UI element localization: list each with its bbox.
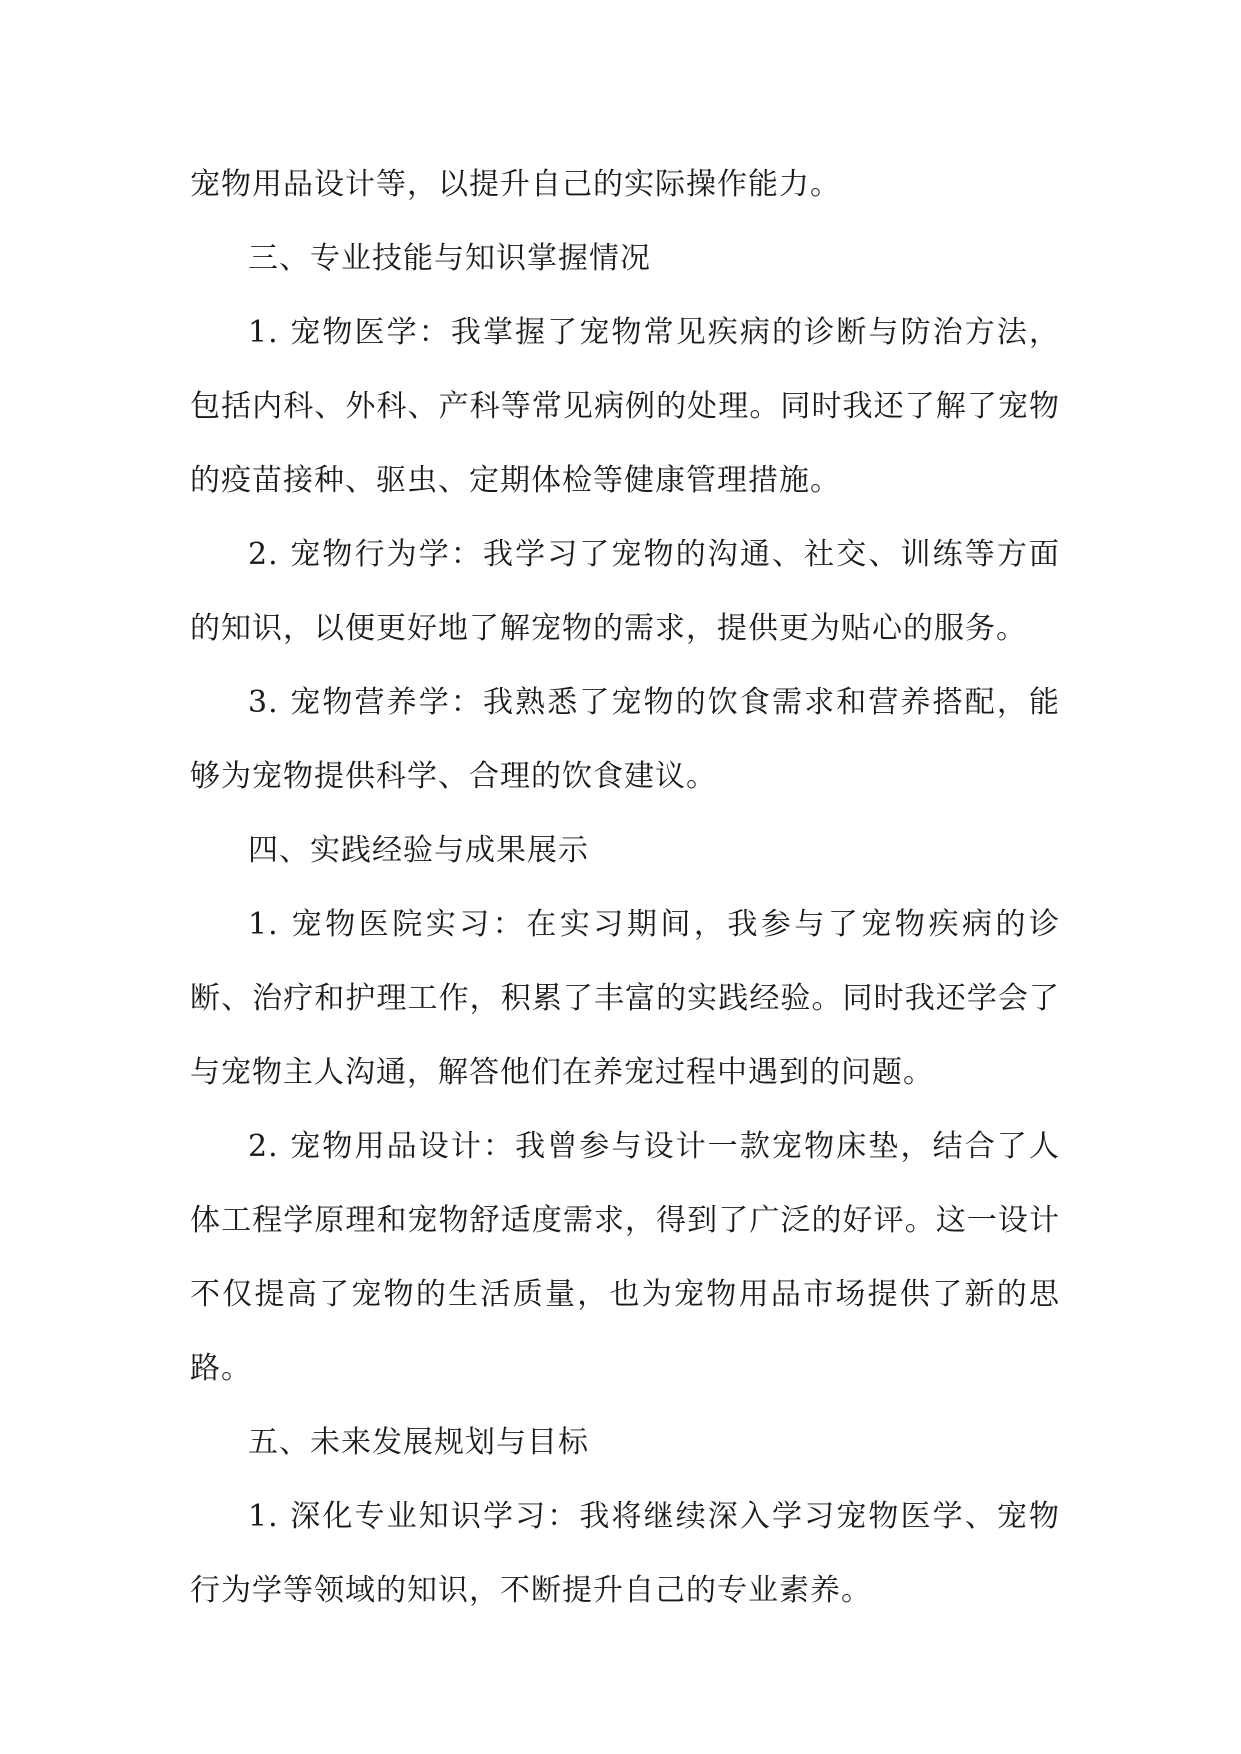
paragraph-continuation: 宠物用品设计等，以提升自己的实际操作能力。 (190, 167, 841, 202)
paragraph-product-design: 2. 宠物用品设计：我曾参与设计一款宠物床垫，结合了人体工程学原理和宠物舒适度需求，得到了广泛的好评。这一设计不仅提高了宠物的生活质量，也为宠物用品市场提供了新的思路。 (190, 1129, 1060, 1386)
paragraph-pet-nutrition: 3. 宠物营养学：我熟悉了宠物的饮食需求和营养搭配，能够为宠物提供科学、合理的饮食建议。 (190, 685, 1060, 794)
section-heading-4: 四、实践经验与成果展示 (248, 833, 589, 868)
paragraph-pet-behavior: 2. 宠物行为学：我学习了宠物的沟通、社交、训练等方面的知识，以便更好地了解宠物的需求，提供更为贴心的服务。 (190, 537, 1060, 646)
paragraph-pet-medicine: 1. 宠物医学：我掌握了宠物常见疾病的诊断与防治方法，包括内科、外科、产科等常见病例的处理。同时我还了解了宠物的疫苗接种、驱虫、定期体检等健康管理措施。 (190, 315, 1060, 498)
section-heading-3: 三、专业技能与知识掌握情况 (248, 241, 651, 276)
document-body (190, 148, 1060, 1628)
paragraph-deepen-study: 1. 深化专业知识学习：我将继续深入学习宠物医学、宠物行为学等领域的知识，不断提升自己的专业素养。 (190, 1499, 1060, 1608)
section-heading-5: 五、未来发展规划与目标 (248, 1425, 589, 1460)
paragraph-hospital-internship: 1. 宠物医院实习：在实习期间，我参与了宠物疾病的诊断、治疗和护理工作，积累了丰富的实践经验。同时我还学会了与宠物主人沟通，解答他们在养宠过程中遇到的问题。 (190, 907, 1060, 1090)
